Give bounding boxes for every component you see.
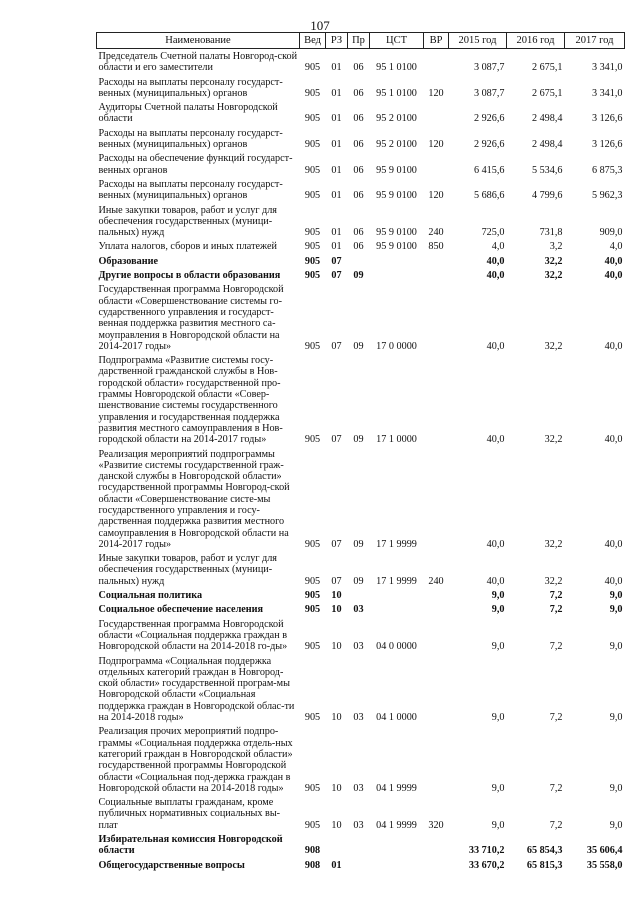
row-pr-cell: 03	[353, 819, 364, 831]
row-2016-cell: 32,2	[544, 270, 563, 282]
table-row	[97, 75, 625, 101]
row-2016-cell: 7,2	[549, 641, 563, 653]
table-row	[97, 100, 625, 126]
row-2015-cell: 33 710,2	[468, 845, 505, 857]
row-2017-cell: 9,0	[609, 782, 623, 794]
row-2016-cell: 3,2	[549, 241, 563, 253]
row-pr-cell: 03	[353, 604, 364, 616]
table-row	[97, 551, 625, 588]
table-row	[97, 353, 625, 446]
row-ved-cell: 905	[304, 590, 321, 602]
row-rz-cell: 10	[331, 819, 342, 831]
row-name-cell: Подпрограмма «Социальная поддержка отдельных категорий граждан в Новгород-ской области» государственной програм-мы Новгородской области «Социальная поддержка граждан в Новгородской облас-ти на 2014-2018 годы»	[98, 655, 295, 724]
header-vr: ВР	[424, 33, 449, 49]
header-ved: Вед	[300, 33, 326, 49]
row-2015-cell: 4,0	[491, 241, 505, 253]
row-2017-cell: 35 606,4	[586, 845, 623, 857]
row-ved-cell: 905	[304, 241, 321, 253]
row-vr-cell	[424, 602, 449, 616]
row-rz-cell: 10	[331, 712, 342, 724]
row-name-cell: Социальные выплаты гражданам, кроме публичных нормативных социальных вы-плат	[98, 797, 281, 831]
row-2017-cell: 9,0	[609, 712, 623, 724]
row-2016-cell: 5 534,6	[531, 164, 563, 176]
header-2017: 2017 год	[565, 33, 625, 49]
row-2016-cell: 2 498,4	[531, 113, 563, 125]
row-ved-cell: 905	[304, 227, 321, 239]
table-row	[97, 282, 625, 353]
row-rz-cell: 01	[331, 859, 342, 871]
row-ved-cell: 905	[304, 604, 321, 616]
row-pr-cell: 09	[353, 340, 364, 352]
row-rz-cell	[326, 832, 348, 858]
row-cst-cell: 95 9 0100	[376, 241, 417, 253]
row-2015-cell: 2 926,6	[473, 139, 505, 151]
row-vr-cell: 240	[428, 575, 444, 587]
row-cst-cell: 17 0 0000	[376, 340, 417, 352]
row-2016-cell: 32,2	[544, 575, 563, 587]
row-2017-cell: 909,0	[599, 227, 623, 239]
row-vr-cell	[424, 353, 449, 446]
header-rz: РЗ	[326, 33, 348, 49]
row-name-cell: Расходы на выплаты персоналу государст-венных (муниципальных) органов	[98, 178, 283, 202]
row-cst-cell: 17 1 0000	[376, 434, 417, 446]
row-pr-cell	[348, 588, 370, 602]
row-name-cell: Избирательная комиссия Новгородской области	[98, 834, 283, 857]
table-row	[97, 795, 625, 832]
row-2015-cell: 40,0	[486, 538, 505, 550]
row-ved-cell: 905	[304, 190, 321, 202]
table-row	[97, 447, 625, 552]
row-2015-cell: 725,0	[481, 227, 505, 239]
row-rz-cell: 07	[331, 538, 342, 550]
row-ved-cell: 905	[304, 87, 321, 99]
row-name-cell: Государственная программа Новгородской области «Социальная поддержка граждан в Новгородской области на 2014-2018 го-ды»	[98, 618, 288, 653]
row-2016-cell: 2 675,1	[531, 87, 563, 99]
table-row	[97, 832, 625, 858]
row-cst-cell: 04 0 0000	[376, 641, 417, 653]
row-vr-cell: 240	[428, 227, 444, 239]
row-2016-cell: 65 815,3	[526, 859, 563, 871]
row-name-cell: Реализация прочих мероприятий подпро-граммы «Социальная поддержка отдель-ных категорий граждан в Новгородской области» государственной программы Новгородской области «Социальная под-держка граждан в Новгородской области на 2014-2018 годы»	[98, 726, 293, 794]
row-2017-cell: 40,0	[604, 575, 623, 587]
row-2017-cell: 3 341,0	[591, 62, 623, 74]
row-pr-cell: 03	[353, 782, 364, 794]
row-cst-cell: 17 1 9999	[376, 575, 417, 587]
row-2015-cell: 40,0	[486, 340, 505, 352]
row-2017-cell: 9,0	[609, 641, 623, 653]
table-header-row	[97, 33, 625, 49]
row-ved-cell: 908	[304, 859, 321, 871]
row-2015-cell: 40,0	[486, 434, 505, 446]
row-2017-cell: 3 341,0	[591, 87, 623, 99]
table-row	[97, 268, 625, 282]
row-rz-cell: 07	[331, 270, 342, 282]
row-rz-cell: 07	[331, 434, 342, 446]
header-name: Наименование	[97, 33, 300, 49]
row-2016-cell: 2 675,1	[531, 62, 563, 74]
row-rz-cell: 07	[331, 255, 342, 267]
table-row	[97, 49, 625, 75]
row-vr-cell	[424, 282, 449, 353]
row-2016-cell: 2 498,4	[531, 139, 563, 151]
row-pr-cell: 06	[353, 87, 364, 99]
row-cst-cell	[370, 602, 424, 616]
row-name-cell: Социальная политика	[98, 590, 203, 602]
row-2017-cell: 6 875,3	[591, 164, 623, 176]
row-2016-cell: 7,2	[549, 819, 563, 831]
row-ved-cell: 905	[304, 641, 321, 653]
row-2017-cell: 3 126,6	[591, 139, 623, 151]
row-pr-cell: 09	[353, 575, 364, 587]
row-name-cell: Другие вопросы в области образования	[98, 270, 281, 282]
row-pr-cell: 06	[353, 190, 364, 202]
table-row	[97, 654, 625, 725]
row-2016-cell: 65 854,3	[526, 845, 563, 857]
table-row	[97, 151, 625, 177]
row-vr-cell	[424, 617, 449, 654]
row-2017-cell: 40,0	[604, 434, 623, 446]
row-rz-cell: 10	[331, 641, 342, 653]
row-ved-cell: 905	[304, 255, 321, 267]
row-2016-cell: 32,2	[544, 538, 563, 550]
row-name-cell: Аудиторы Счетной палаты Новгородской области	[98, 102, 278, 125]
table-row	[97, 254, 625, 268]
row-2016-cell: 32,2	[544, 340, 563, 352]
row-vr-cell	[424, 588, 449, 602]
row-vr-cell	[424, 724, 449, 795]
row-cst-cell: 04 1 0000	[376, 712, 417, 724]
row-rz-cell: 01	[331, 190, 342, 202]
row-name-cell: Государственная программа Новгородской области «Совершенствование системы го-сударственного управления и государст-венная поддержка развития местного са-моуправления в Новгородской области на 2014-2017 годы»	[98, 284, 284, 352]
row-cst-cell: 17 1 9999	[376, 538, 417, 550]
row-vr-cell	[424, 151, 449, 177]
row-vr-cell	[424, 447, 449, 552]
row-vr-cell: 120	[428, 139, 444, 151]
row-rz-cell: 01	[331, 87, 342, 99]
row-name-cell: Председатель Счетной палаты Новгород-ской области и его заместители	[98, 51, 298, 74]
row-vr-cell: 120	[428, 87, 444, 99]
row-ved-cell: 905	[304, 340, 321, 352]
row-vr-cell	[424, 254, 449, 268]
table-row	[97, 724, 625, 795]
page-number: 107	[310, 18, 330, 33]
row-2015-cell: 9,0	[491, 782, 505, 794]
row-2015-cell: 9,0	[491, 819, 505, 831]
row-2016-cell: 32,2	[544, 434, 563, 446]
row-vr-cell: 850	[428, 241, 444, 253]
row-rz-cell: 01	[331, 241, 342, 253]
row-cst-cell	[370, 858, 424, 872]
row-cst-cell: 95 9 0100	[376, 164, 417, 176]
row-ved-cell: 905	[304, 164, 321, 176]
table-row	[97, 177, 625, 203]
table-row	[97, 617, 625, 654]
row-2015-cell: 2 926,6	[473, 113, 505, 125]
row-ved-cell: 905	[304, 782, 321, 794]
row-2015-cell: 9,0	[491, 641, 505, 653]
row-2016-cell: 32,2	[544, 255, 563, 267]
table-row	[97, 602, 625, 616]
row-pr-cell: 06	[353, 113, 364, 125]
row-ved-cell: 905	[304, 434, 321, 446]
row-2017-cell: 35 558,0	[586, 859, 623, 871]
row-2017-cell: 40,0	[604, 270, 623, 282]
row-pr-cell: 03	[353, 641, 364, 653]
row-cst-cell: 95 2 0100	[376, 113, 417, 125]
row-2015-cell: 5 686,6	[473, 190, 505, 202]
row-cst-cell	[370, 588, 424, 602]
row-vr-cell	[424, 100, 449, 126]
row-vr-cell	[424, 49, 449, 75]
row-pr-cell: 06	[353, 62, 364, 74]
row-rz-cell: 10	[331, 782, 342, 794]
row-ved-cell: 908	[304, 845, 321, 857]
row-2015-cell: 9,0	[491, 712, 505, 724]
row-name-cell: Иные закупки товаров, работ и услуг для обеспечения государственных (муници-пальных) нужд	[98, 204, 277, 239]
row-ved-cell: 905	[304, 270, 321, 282]
row-2015-cell: 40,0	[486, 270, 505, 282]
row-ved-cell: 905	[304, 819, 321, 831]
row-2017-cell: 9,0	[609, 590, 623, 602]
table-row	[97, 203, 625, 240]
row-2017-cell: 4,0	[609, 241, 623, 253]
row-2017-cell: 3 126,6	[591, 113, 623, 125]
row-2016-cell: 7,2	[549, 712, 563, 724]
row-rz-cell: 07	[331, 340, 342, 352]
row-2015-cell: 9,0	[491, 590, 505, 602]
row-pr-cell: 09	[353, 270, 364, 282]
row-vr-cell	[424, 832, 449, 858]
row-pr-cell: 06	[353, 227, 364, 239]
row-ved-cell: 905	[304, 113, 321, 125]
row-rz-cell: 07	[331, 575, 342, 587]
row-2017-cell: 5 962,3	[591, 190, 623, 202]
row-rz-cell: 01	[331, 227, 342, 239]
row-2016-cell: 731,8	[539, 227, 563, 239]
row-cst-cell	[370, 254, 424, 268]
row-pr-cell: 03	[353, 712, 364, 724]
row-pr-cell	[348, 832, 370, 858]
table-row	[97, 588, 625, 602]
row-cst-cell	[370, 268, 424, 282]
row-pr-cell: 09	[353, 434, 364, 446]
row-pr-cell	[348, 254, 370, 268]
row-rz-cell: 01	[331, 113, 342, 125]
row-name-cell: Подпрограмма «Развитие системы госу-дарственной гражданской службы в Нов-городской области» государственной про-граммы Новгородской области «Совер-шенствование системы государственного управления и государственная поддержка развития местного самоуправления в Нов-городской области на 2014-2017 годы»	[98, 355, 283, 446]
row-ved-cell: 905	[304, 62, 321, 74]
row-rz-cell: 01	[331, 139, 342, 151]
row-cst-cell: 04 1 9999	[376, 782, 417, 794]
row-2016-cell: 7,2	[549, 604, 563, 616]
row-2017-cell: 40,0	[604, 255, 623, 267]
row-rz-cell: 01	[331, 62, 342, 74]
row-vr-cell: 320	[428, 819, 444, 831]
row-rz-cell: 01	[331, 164, 342, 176]
row-pr-cell: 06	[353, 139, 364, 151]
row-cst-cell: 04 1 9999	[376, 819, 417, 831]
row-cst-cell: 95 2 0100	[376, 139, 417, 151]
row-name-cell: Общегосударственные вопросы	[98, 859, 245, 871]
row-vr-cell: 120	[428, 190, 444, 202]
row-2017-cell: 9,0	[609, 604, 623, 616]
row-2016-cell: 7,2	[549, 782, 563, 794]
row-cst-cell: 95 9 0100	[376, 190, 417, 202]
row-pr-cell: 06	[353, 241, 364, 253]
row-pr-cell: 09	[353, 538, 364, 550]
table-row	[97, 858, 625, 872]
table-row	[97, 126, 625, 152]
row-2015-cell: 3 087,7	[473, 62, 505, 74]
row-cst-cell: 95 1 0100	[376, 62, 417, 74]
row-ved-cell: 905	[304, 575, 321, 587]
row-name-cell: Уплата налогов, сборов и иных платежей	[98, 241, 277, 253]
row-name-cell: Расходы на выплаты персоналу государст-венных (муниципальных) органов	[98, 127, 283, 151]
row-2016-cell: 7,2	[549, 590, 563, 602]
row-name-cell: Иные закупки товаров, работ и услуг для обеспечения государственных (муници-пальных) нужд	[98, 553, 277, 587]
header-2015: 2015 год	[449, 33, 507, 49]
row-2015-cell: 40,0	[486, 255, 505, 267]
row-2015-cell: 9,0	[491, 604, 505, 616]
row-ved-cell: 905	[304, 712, 321, 724]
budget-table	[96, 32, 625, 872]
row-2015-cell: 40,0	[486, 575, 505, 587]
table-body	[97, 49, 625, 872]
header-2016: 2016 год	[507, 33, 565, 49]
row-2017-cell: 40,0	[604, 538, 623, 550]
row-cst-cell	[370, 832, 424, 858]
row-rz-cell: 10	[331, 590, 342, 602]
row-ved-cell: 905	[304, 139, 321, 151]
row-pr-cell	[348, 858, 370, 872]
row-vr-cell	[424, 268, 449, 282]
row-pr-cell: 06	[353, 164, 364, 176]
row-2015-cell: 3 087,7	[473, 87, 505, 99]
row-name-cell: Реализация мероприятий подпрограммы «Развитие системы государственной граж-данской службы в Новгородской области» государственной программы Новгород-ской области «Совершенствование систе-мы государственного управления и госу-дарственная поддержка развития местного самоуправления в Новгородской области на 2014-2017 годы»	[98, 448, 290, 550]
row-2017-cell: 40,0	[604, 340, 623, 352]
row-name-cell: Расходы на выплаты персоналу государст-венных (муниципальных) органов	[98, 76, 283, 99]
row-name-cell: Образование	[98, 255, 159, 267]
header-pr: Пр	[348, 33, 370, 49]
header-cst: ЦСТ	[370, 33, 424, 49]
row-2015-cell: 6 415,6	[473, 164, 505, 176]
row-2016-cell: 4 799,6	[531, 190, 563, 202]
row-cst-cell: 95 9 0100	[376, 227, 417, 239]
row-ved-cell: 905	[304, 538, 321, 550]
row-2015-cell: 33 670,2	[468, 859, 505, 871]
row-name-cell: Расходы на обеспечение функций государст-венных органов	[98, 153, 293, 176]
table-row	[97, 239, 625, 253]
row-vr-cell	[424, 654, 449, 725]
row-cst-cell: 95 1 0100	[376, 87, 417, 99]
row-name-cell: Социальное обеспечение населения	[98, 604, 264, 616]
row-2017-cell: 9,0	[609, 819, 623, 831]
row-vr-cell	[424, 858, 449, 872]
row-rz-cell: 10	[331, 604, 342, 616]
